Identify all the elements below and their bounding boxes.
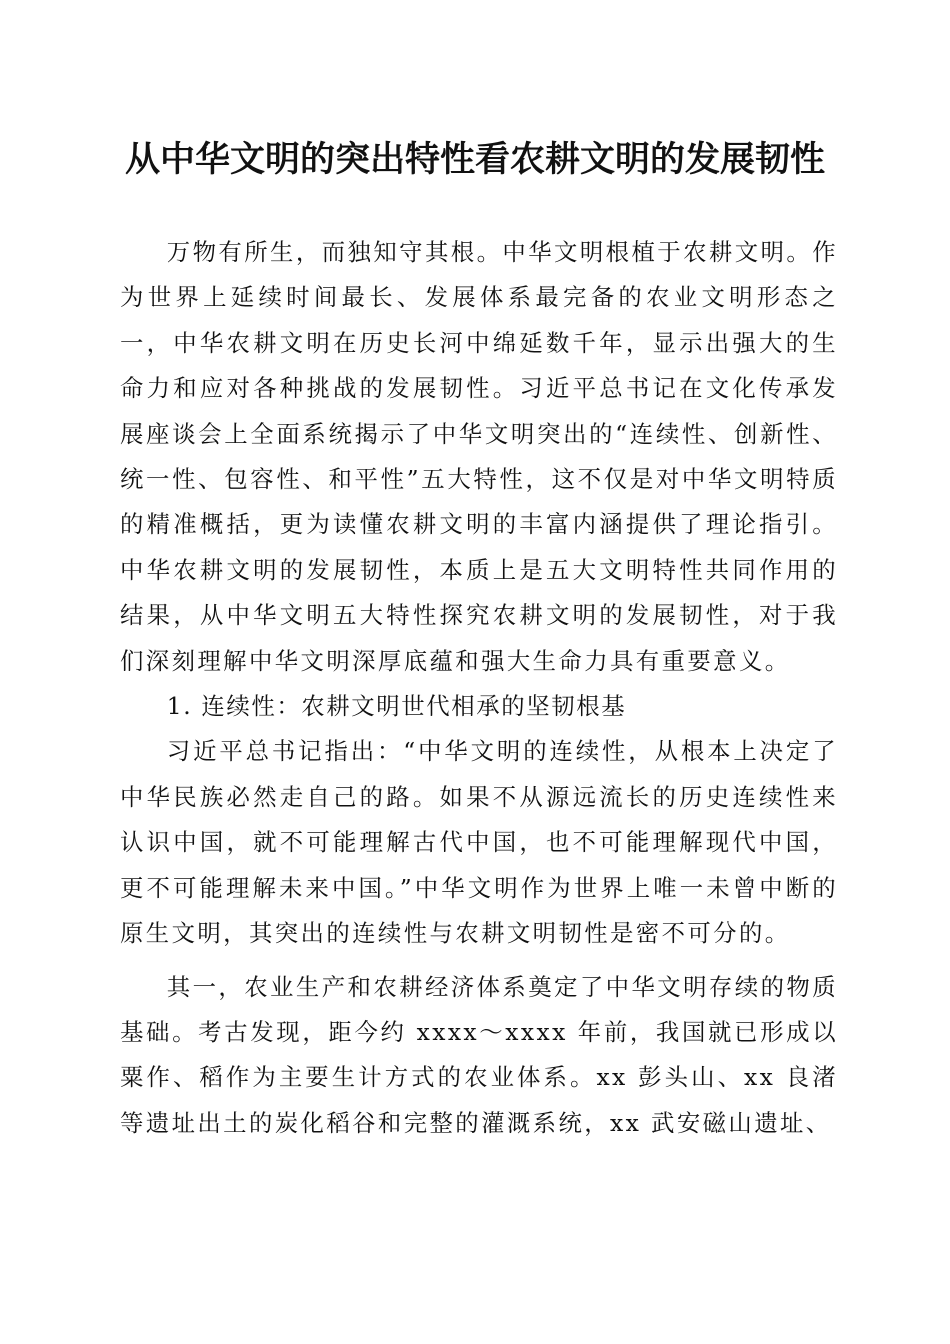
paragraph-quote: 习近平总书记指出：“中华文明的连续性，从根本上决定了中华民族必然走自己的路。如果不从源远流长的历史连续性来认识中国，就不可能理解古代中国，也不可能理解现代中国，更不可能理解未来中国。”中华文明作为世界上唯一未曾中断的原生文明，其突出的连续性与农耕文明韧性是密不可分的。 (120, 737, 838, 948)
section-heading-continuity: 1. 连续性：农耕文明世代相承的坚韧根基 (166, 692, 627, 721)
paragraph-intro: 万物有所生，而独知守其根。中华文明根植于农耕文明。作为世界上延续时间最长、发展体系最完备的农业文明形态之一，中华农耕文明在历史长河中绵延数千年，显示出强大的生命力和应对各种挑战的发展韧性。习近平总书记在文化传承发展座谈会上全面系统揭示了中华文明突出的“连续性、创新性、统一性、包容性、和平性”五大特性，这不仅是对中华文明特质的精准概括，更为读懂农耕文明的丰富内涵提供了理论指引。中华农耕文明的发展韧性，本质上是五大文明特性共同作用的结果，从中华文明五大特性探究农耕文明的发展韧性，对于我们深刻理解中华文明深厚底蕴和强大生命力具有重要意义。 (120, 238, 838, 675)
document-body (120, 230, 838, 1146)
paragraph-first-point: 其一，农业生产和农耕经济体系奠定了中华文明存续的物质基础。考古发现，距今约 xxxx～xxxx 年前，我国就已形成以粟作、稻作为主要生计方式的农业体系。xx 彭头山、xx 良渚等遗址出土的炭化稻谷和完整的灌溉系统，xx 武安磁山遗址、 (120, 972, 838, 1137)
document-title: 从中华文明的突出特性看农耕文明的发展韧性 (124, 139, 825, 180)
